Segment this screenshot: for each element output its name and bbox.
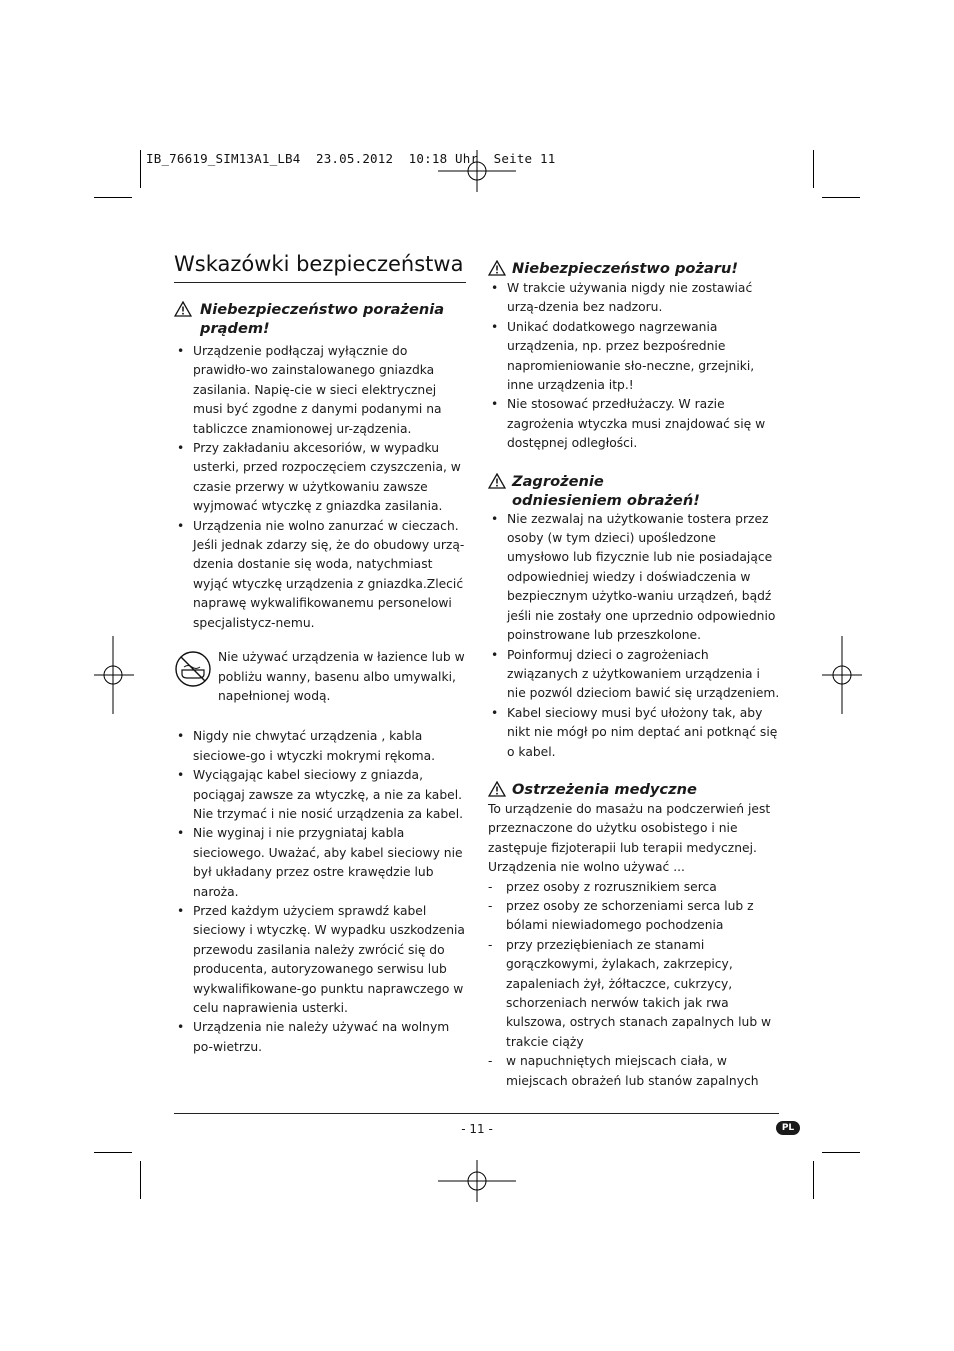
page-title: Wskazówki bezpieczeństwa xyxy=(174,252,464,276)
section-medical-heading xyxy=(488,780,780,799)
crop-mark xyxy=(94,197,132,198)
list-item: • Poinformuj dzieci o zagrożeniach związanych z użytkowaniem urządzenia i nie pozwól dzieciom bawić się urządzeniem. xyxy=(488,646,780,704)
footer-rule xyxy=(174,1113,779,1114)
list-item: • Unikać dodatkowego nagrzewania urządzenia, np. przez bezpośrednie napromieniowanie sło-neczne, grzejniki, inne urządzenia itp.! xyxy=(488,318,780,396)
crop-mark xyxy=(94,1152,132,1153)
section-title: Ostrzeżenia medyczne xyxy=(512,780,697,798)
list-item: • Kabel sieciowy musi być ułożony tak, aby nikt nie mógł po nim deptać ani potknąć się o kabel. xyxy=(488,704,780,762)
dash-list xyxy=(488,878,780,1091)
registration-mark-bottom xyxy=(438,1160,516,1202)
language-badge: PL xyxy=(776,1121,800,1135)
list-item: • Wyciągając kabel sieciowy z gniazda, pociągaj zawsze za wtyczkę, a nie za kabel. Nie trzymać i nie nosić urządzenia za kabel. xyxy=(174,766,468,824)
right-column xyxy=(488,259,780,1091)
section-injury-heading xyxy=(488,472,780,510)
list-item: - przez osoby z rozrusznikiem serca xyxy=(488,878,780,897)
registration-mark-right xyxy=(822,636,862,714)
medical-lead: Urządzenia nie wolno używać ... xyxy=(488,860,685,875)
crop-mark xyxy=(813,1161,814,1199)
medical-intro: To urządzenie do masażu na podczerwień jest przeznaczone do użytku osobistego i nie zastępuje fizjoterapii lub terapii medycznej. xyxy=(488,801,771,855)
bullet-list xyxy=(174,342,468,633)
list-item: • Nigdy nie chwytać urządzenia , kabla sieciowe-go i wtyczki mokrymi rękoma. xyxy=(174,727,468,766)
warning-triangle-icon xyxy=(174,301,192,317)
list-item: - przez osoby ze schorzeniami serca lub z bólami niewiadomego pochodzenia xyxy=(488,897,780,936)
registration-mark-top xyxy=(438,150,516,192)
bath-warning-block xyxy=(174,648,468,706)
bullet-list xyxy=(488,279,780,454)
no-bathtub-icon xyxy=(174,650,212,688)
list-item: • Urządzenia nie wolno zanurzać w cieczach. Jeśli jednak zdarzy się, że do obudowy urzą-dzenia dostanie się woda, natychmiast wyjąć wtyczkę urządzenia z gniazdka.Zlecić naprawę wykwalifikowanemu personelowi specjalistycz-nemu. xyxy=(174,517,468,633)
list-item: - w napuchniętych miejscach ciała, w miejscach obrażeń lub stanów zapalnych xyxy=(488,1052,780,1091)
warning-triangle-icon xyxy=(488,260,506,276)
crop-mark xyxy=(822,197,860,198)
left-column xyxy=(174,300,468,1057)
bullet-list xyxy=(174,727,468,1057)
list-item: • Przy zakładaniu akcesoriów, w wypadku usterki, przed rozpoczęciem czyszczenia, w czasie przerwy w użytkowaniu zawsze wyjmować wtyczkę z gniazdka zasilania. xyxy=(174,439,468,517)
list-item: • Nie wyginaj i nie przygniataj kabla sieciowego. Uważać, aby kabel sieciowy nie był układany przez ostre krawędzie lub naroża. xyxy=(174,824,468,902)
bullet-list xyxy=(488,510,780,762)
bath-warning-text: Nie używać urządzenia w łazience lub w pobliżu wanny, basenu albo umywalki, napełnionej wodą. xyxy=(218,650,465,703)
registration-mark-left xyxy=(94,636,134,714)
section-fire-heading xyxy=(488,259,780,278)
page-number: - 11 - xyxy=(461,1122,493,1136)
list-item: - przy przeziębieniach ze stanami gorączkowymi, żylakach, zakrzepicy, zapaleniach żył, żółtaczce, cukrzycy, schorzeniach nerwów takich jak rwa kulszowa, ostrych stanach zapalnych lub w trakcie ciąży xyxy=(488,936,780,1052)
crop-mark xyxy=(813,150,814,188)
section-electric-shock-heading xyxy=(174,300,468,338)
list-item: • Nie stosować przedłużaczy. W razie zagrożenia wtyczka musi znajdować się w dostępnej odległości. xyxy=(488,395,780,453)
crop-mark xyxy=(140,1161,141,1199)
section-title: Niebezpieczeństwo pożaru! xyxy=(512,260,739,277)
list-item: • Nie zezwalaj na użytkowanie tostera przez osoby (w tym dzieci) upośledzone umysłowo lub fizycznie lub nie posiadające odpowiedniej wiedzy i doświadczenia w bezpiecznym użytko-waniu urządzeń, bądź jeśli nie zostały one uprzednio odpowiednio poinstrowane lub przeszkolone. xyxy=(488,510,780,646)
crop-mark xyxy=(822,1152,860,1153)
list-item: • W trakcie używania nigdy nie zostawiać urzą-dzenia bez nadzoru. xyxy=(488,279,780,318)
warning-triangle-icon xyxy=(488,473,506,489)
section-title: Zagrożenie odniesieniem obrażeń! xyxy=(512,472,700,509)
print-slug: IB_76619_SIM13A1_LB4 23.05.2012 10:18 Uhr Seite 11 xyxy=(146,151,556,166)
list-item: • Urządzenia nie należy używać na wolnym po-wietrzu. xyxy=(174,1018,468,1057)
section-title: Niebezpieczeństwo porażenia prądem! xyxy=(200,301,445,337)
list-item: • Urządzenie podłączaj wyłącznie do prawidło-wo zainstalowanego gniazdka zasilania. Napię-cie w sieci elektrycznej musi być zgodne z danymi podanymi na tabliczce znamionowej ur-ządzenia. xyxy=(174,342,468,439)
warning-triangle-icon xyxy=(488,781,506,797)
title-rule xyxy=(174,282,466,283)
crop-mark xyxy=(140,150,141,188)
list-item: • Przed każdym użyciem sprawdź kabel sieciowy i wtyczkę. W wypadku uszkodzenia przewodu zasilania należy zwrócić się do producenta, autoryzowanego serwisu lub wykwalifikowane-go punktu naprawczego w celu naprawienia usterki. xyxy=(174,902,468,1018)
